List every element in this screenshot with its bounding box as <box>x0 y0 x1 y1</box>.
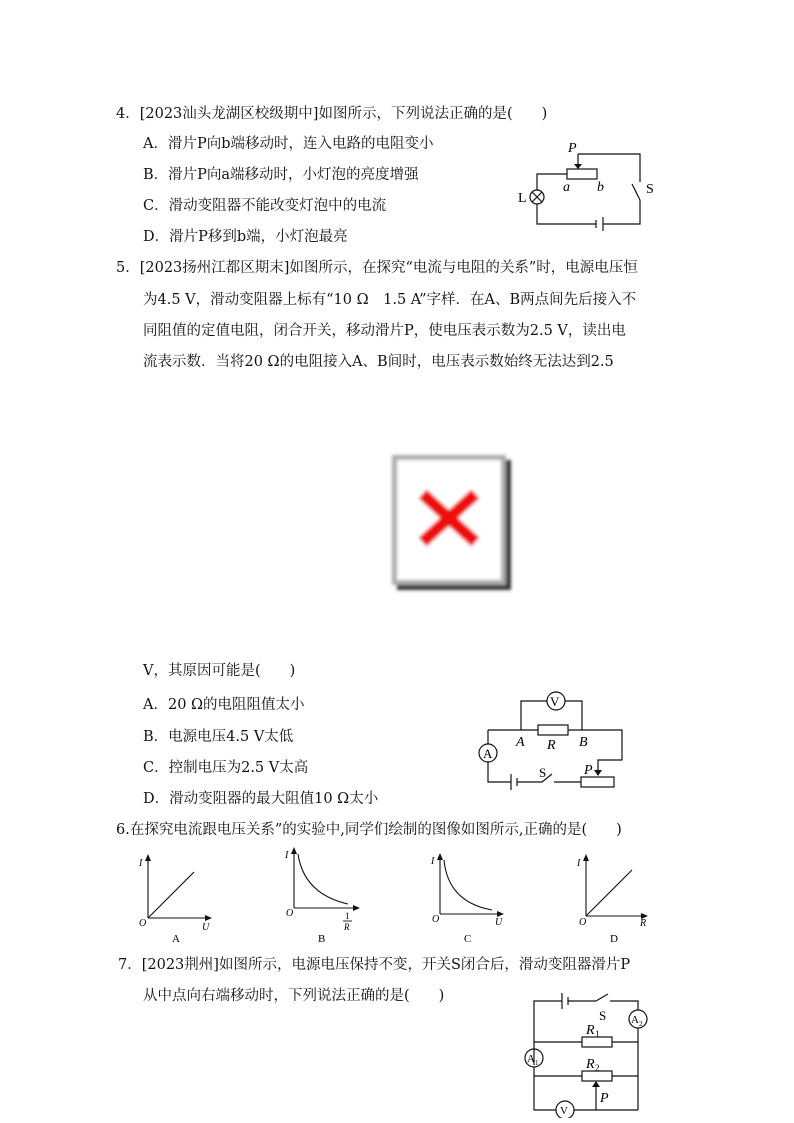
q7-label-s: S <box>599 1008 607 1023</box>
broken-image-icon <box>389 452 515 594</box>
q7-label-r1-sub: 1 <box>595 1029 600 1039</box>
q4-stem: 4．[2023汕头龙湖区校级期中]如图所示，下列说法正确的是( ) <box>116 106 548 122</box>
q5-ammeter-label: A <box>483 746 493 761</box>
q5-circuit-diagram <box>476 688 631 793</box>
q4-circuit-diagram <box>510 140 660 235</box>
q5-option-d: D．滑动变阻器的最大阻值10 Ω太小 <box>143 791 379 807</box>
q6-c-y-label: I <box>431 856 435 867</box>
q5-option-a: A．20 Ω的电阻阻值太小 <box>143 697 305 713</box>
q5-stem-line-4: 流表示数．当将20 Ω的电阻接入A、B间时，电压表示数始终无法达到2.5 <box>143 354 614 370</box>
q7-ammeter-a1-label: A <box>527 1053 535 1065</box>
q7-label-r2: R <box>586 1057 595 1072</box>
q4-option-a: A．滑片P向b端移动时，连入电路的电阻变小 <box>143 136 434 152</box>
q6-d-caption: D <box>610 933 618 944</box>
q5-label-a: A <box>516 735 525 750</box>
broken-image-placeholder <box>389 452 515 594</box>
q4-label-p: P <box>568 141 577 156</box>
q4-label-l: L <box>518 191 527 206</box>
q7-circuit-diagram <box>516 990 666 1118</box>
q7-ammeter-a2-sub: 2 <box>639 1020 643 1028</box>
q6-graph-c <box>428 852 508 944</box>
q6-a-caption: A <box>172 933 180 944</box>
q5-option-b: B．电源电压4.5 V太低 <box>143 729 294 745</box>
q5-voltmeter-label: V <box>550 694 560 709</box>
q4-option-b: B．滑片P向a端移动时，小灯泡的亮度增强 <box>143 167 419 183</box>
q7-ammeter-a1-sub: 1 <box>535 1059 539 1067</box>
q6-d-x-label: R <box>640 918 647 929</box>
q5-stem-line-1: 5．[2023扬州江都区期末]如图所示，在探究“电流与电阻的关系”时，电源电压恒 <box>116 260 638 276</box>
q5-label-r: R <box>547 738 556 753</box>
q5-label-p: P <box>584 763 593 778</box>
q7-label-r1: R <box>586 1023 595 1038</box>
q5-label-s: S <box>539 765 547 780</box>
q7-label-r2-sub: 2 <box>595 1063 600 1073</box>
q6-c-origin: O <box>432 914 440 925</box>
q6-a-y-label: I <box>139 858 143 869</box>
q5-stem-continuation: V，其原因可能是( ) <box>143 663 296 679</box>
q7-label-p: P <box>600 1091 609 1106</box>
q6-c-x-label: U <box>495 917 503 928</box>
q6-stem: 6.在探究电流跟电压关系”的实验中,同学们绘制的图像如图所示,正确的是( ) <box>116 822 622 838</box>
q6-graph-a <box>136 852 216 944</box>
q7-stem-line-1: 7．[2023荆州]如图所示，电源电压保持不变，开关S闭合后，滑动变阻器滑片P <box>118 957 631 973</box>
q6-d-origin: O <box>579 917 587 928</box>
q4-label-b: b <box>597 180 604 195</box>
q4-option-d: D．滑片P移到b端，小灯泡最亮 <box>143 229 348 245</box>
q6-a-x-label: U <box>202 922 210 933</box>
q6-c-caption: C <box>464 933 472 944</box>
q6-b-caption: B <box>318 933 326 944</box>
q6-b-x-den: R <box>344 922 350 932</box>
q7-voltmeter-label: V <box>560 1105 568 1117</box>
q6-a-origin: O <box>139 918 147 929</box>
q5-label-b: B <box>579 735 588 750</box>
q6-graph-d <box>574 852 654 944</box>
q5-option-c: C．控制电压为2.5 V太高 <box>143 760 309 776</box>
q6-b-origin: O <box>286 908 294 919</box>
q6-b-x-num: 1 <box>345 911 350 921</box>
q4-option-c: C．滑动变阻器不能改变灯泡中的电流 <box>143 198 387 214</box>
q4-label-a: a <box>563 180 570 195</box>
q7-stem-line-2: 从中点向右端移动时，下列说法正确的是( ) <box>143 988 445 1004</box>
q6-b-y-label: I <box>285 850 289 861</box>
q6-d-y-label: I <box>577 858 581 869</box>
q5-stem-line-2: 为4.5 V，滑动变阻器上标有“10 Ω 1.5 A”字样．在A、B两点间先后接入不 <box>143 292 637 308</box>
q6-graph-b <box>282 846 362 944</box>
q4-label-s: S <box>646 182 654 197</box>
q5-stem-line-3: 同阻值的定值电阻，闭合开关，移动滑片P，使电压表示数为2.5 V，读出电 <box>143 323 626 339</box>
q7-ammeter-a2-label: A <box>631 1014 639 1026</box>
